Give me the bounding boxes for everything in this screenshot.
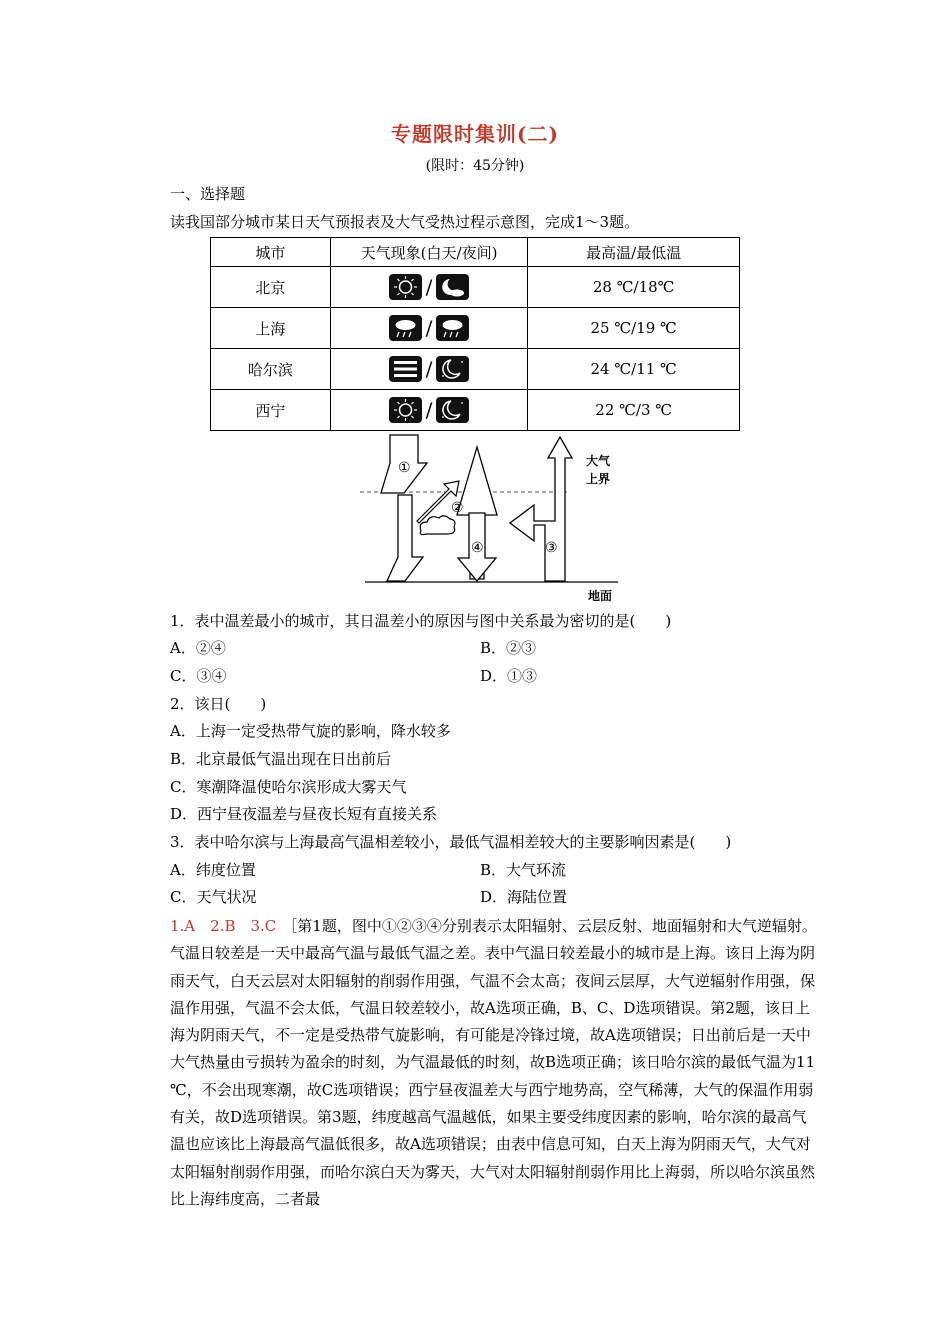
question-2-stem: 2．该日( ) <box>170 695 267 713</box>
question-1-option: B．②③ <box>480 639 537 657</box>
clear-night-icon <box>436 356 469 382</box>
marker-3: ③ <box>545 540 558 556</box>
answer-key: 1.A 2.B 3.C <box>170 917 277 935</box>
table-row <box>211 308 740 349</box>
question-3-option: A．纬度位置 <box>170 861 256 879</box>
table-header-row <box>211 238 740 267</box>
temp-cell: 22 ℃/3 ℃ <box>528 390 740 431</box>
table-row <box>211 267 740 308</box>
temp-cell: 25 ℃/19 ℃ <box>528 308 740 349</box>
question-2-option: A．上海一定受热带气旋的影响，降水较多 <box>170 722 451 740</box>
cloud-icon <box>420 516 455 535</box>
weather-cell <box>330 390 528 431</box>
page-subtitle: (限时：45分钟) <box>425 158 525 174</box>
rain-icon <box>389 315 422 341</box>
label-ground: 地面 <box>588 589 613 603</box>
intro-text: 读我国部分城市某日天气预报表及大气受热过程示意图，完成1～3题。 <box>170 213 640 231</box>
marker-1: ① <box>398 460 411 476</box>
marker-2: ② <box>451 500 464 516</box>
page-title: 专题限时集训(二) <box>391 122 559 146</box>
question-1-option: D．①③ <box>480 667 538 685</box>
slash: / <box>425 275 433 299</box>
question-2-option: C．寒潮降温使哈尔滨形成大雾天气 <box>170 778 407 796</box>
question-3-option: D．海陆位置 <box>480 888 568 906</box>
arrow-1-lower <box>387 495 423 581</box>
label-atmosphere: 大气 <box>586 454 611 468</box>
city-cell: 北京 <box>211 267 331 308</box>
table-header-cell: 最高温/最低温 <box>528 238 740 267</box>
temp-cell: 24 ℃/11 ℃ <box>528 349 740 390</box>
city-cell: 上海 <box>211 308 331 349</box>
fog-icon <box>389 356 422 382</box>
temp-cell: 28 ℃/18℃ <box>528 267 740 308</box>
weather-cell <box>330 308 528 349</box>
moon-cloud-icon <box>436 274 469 300</box>
question-1-option: C．③④ <box>170 667 227 685</box>
question-2-option: D．西宁昼夜温差与昼夜长短有直接关系 <box>170 805 438 823</box>
label-upper-boundary: 上界 <box>586 472 611 486</box>
rain-icon <box>436 315 469 341</box>
question-3-stem: 3．表中哈尔滨与上海最高气温相差较小，最低气温相差较大的主要影响因素是( ) <box>170 833 732 851</box>
slash: / <box>425 316 433 340</box>
city-cell: 哈尔滨 <box>211 349 331 390</box>
question-1-option: A．②④ <box>170 639 226 657</box>
explanation-text: ［第1题，图中①②③④分别表示太阳辐射、云层反射、地面辐射和大气逆辐射。气温日较差是一天中最高气温与最低气温之差。表中气温日较差最小的城市是上海。该日上海为阴雨天气，白天云层对太阳辐射的削弱作用强，气温不会太高；夜间云层厚，大气逆辐射作用强，保温作用强，气温不会太低，气温日较差较小，故A选项正确，B、C、D选项错误。第2题，该日上海为阴雨天气，不一定是受热带气旋影响，有可能是冷锋过境，故A选项错误；日出前后是一天中大气热量由亏损转为盈余的时刻，为气温最低的时刻，故B选项正确；该日哈尔滨的最低气温为11 ℃，不会出现寒潮，故C选项错误；西宁昼夜温差大与西宁地势高，空气稀薄，大气的保温作用弱有关，故D选项错误。第3题，纬度越高气温越低，如果主要受纬度因素的影响，哈尔滨的最高气温也应该比上海最高气温低很多，故A选项错误；由表中信息可知，白天上海为阴雨天气，大气对太阳辐射削弱作用强，而哈尔滨白天为雾天，大气对太阳辐射削弱作用比上海弱，所以哈尔滨虽然比上海纬度高，二者最 <box>170 917 817 1208</box>
table-header-cell: 天气现象(白天/夜间) <box>330 238 528 267</box>
weather-cell <box>330 349 528 390</box>
answer-explanation <box>170 913 820 1213</box>
table-row <box>211 349 740 390</box>
arrow-3 <box>510 437 572 581</box>
table-header-cell: 城市 <box>211 238 331 267</box>
question-3-option: C．天气状况 <box>170 888 257 906</box>
clear-night-icon <box>436 397 469 423</box>
question-3-option: B．大气环流 <box>480 861 567 879</box>
question-2-option: B．北京最低气温出现在日出前后 <box>170 750 392 768</box>
weather-cell <box>330 267 528 308</box>
marker-4: ④ <box>471 540 484 556</box>
table-row <box>211 390 740 431</box>
weather-table <box>210 237 740 431</box>
question-1-stem: 1．表中温差最小的城市，其日温差小的原因与图中关系最为密切的是( ) <box>170 612 672 630</box>
sunny-icon <box>389 274 422 300</box>
slash: / <box>425 357 433 381</box>
sunny-icon <box>389 397 422 423</box>
section-heading: 一、选择题 <box>170 185 246 203</box>
slash: / <box>425 398 433 422</box>
city-cell: 西宁 <box>211 390 331 431</box>
